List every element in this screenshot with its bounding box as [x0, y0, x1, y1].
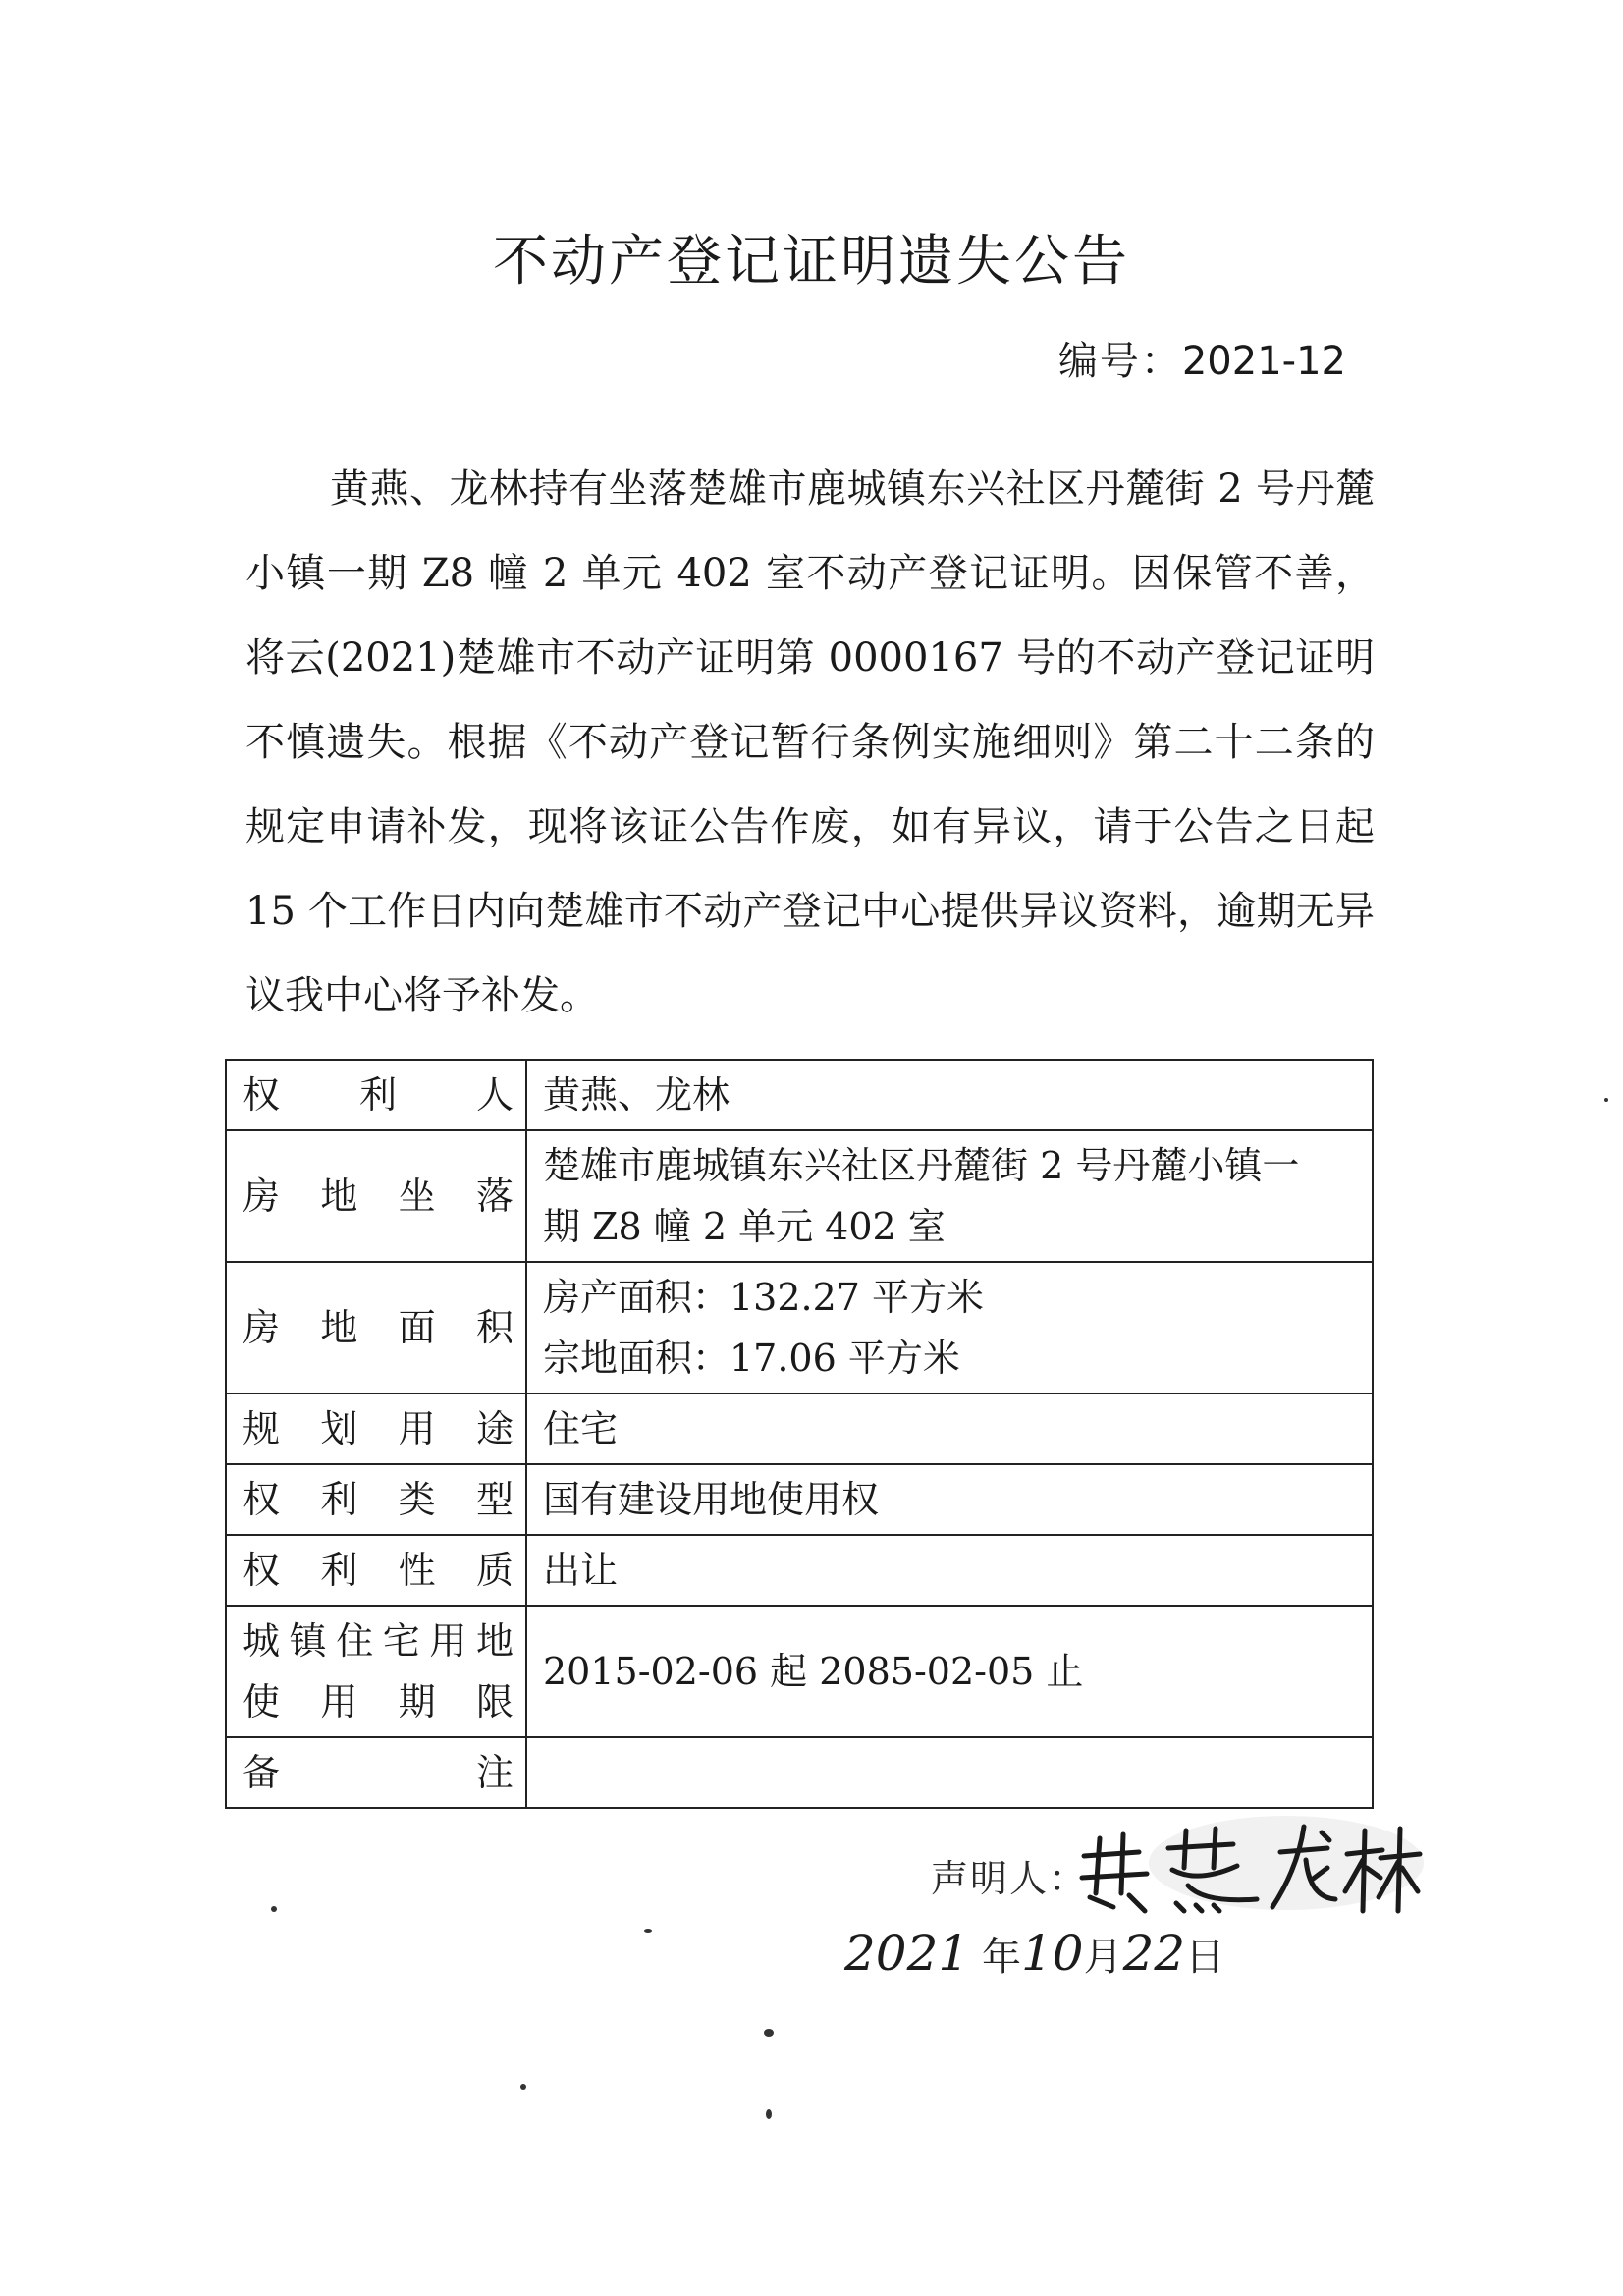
- label-char: 权: [243, 1073, 281, 1117]
- rights-holder-value: 黄燕、龙林: [526, 1060, 1373, 1130]
- table-row: [226, 1262, 1373, 1394]
- remarks-value: [526, 1737, 1373, 1808]
- label-char: 地: [320, 1306, 358, 1349]
- date-month-unit: 月: [1083, 1935, 1123, 1980]
- label-char: 人: [475, 1073, 514, 1117]
- label-char: 限: [475, 1680, 514, 1723]
- date-day: 22: [1122, 1925, 1186, 1982]
- signing-date: [844, 1925, 1224, 1982]
- scan-speck: [1604, 1098, 1608, 1102]
- label-char: 房: [243, 1175, 281, 1218]
- planned-use-label: [226, 1394, 526, 1464]
- scan-speck: [644, 1929, 652, 1933]
- label-char: 质: [475, 1549, 514, 1592]
- label-char: 住: [336, 1619, 374, 1663]
- scan-speck: [520, 2084, 526, 2090]
- label-char: 积: [475, 1306, 514, 1349]
- label-char: 宅: [382, 1619, 420, 1663]
- table-row: [226, 1464, 1373, 1535]
- label-char: 使: [243, 1680, 281, 1723]
- table-row: [226, 1535, 1373, 1606]
- rights-holder-label: [226, 1060, 526, 1130]
- location-line-1: 楚雄市鹿城镇东兴社区丹麓街 2 号丹麓小镇一: [543, 1144, 1300, 1187]
- label-char: 性: [398, 1549, 436, 1592]
- label-char: 用: [398, 1407, 436, 1450]
- property-record-table: [225, 1059, 1374, 1809]
- date-month: 10: [1020, 1925, 1084, 1982]
- label-char: 型: [475, 1478, 514, 1521]
- declarant-label: 声明人：: [931, 1857, 1089, 1900]
- label-char: 权: [243, 1478, 281, 1521]
- table-row: [226, 1737, 1373, 1808]
- remarks-label: [226, 1737, 526, 1808]
- table-row: [226, 1394, 1373, 1464]
- land-area: 宗地面积：17.06 平方米: [543, 1337, 960, 1380]
- document-number-label: 编号：: [1057, 339, 1182, 384]
- label-char: 类: [398, 1478, 436, 1521]
- area-value: [526, 1262, 1373, 1394]
- label-char: 面: [398, 1306, 436, 1349]
- right-type-label: [226, 1464, 526, 1535]
- label-char: 房: [243, 1306, 281, 1349]
- term-label: [226, 1606, 526, 1737]
- date-day-unit: 日: [1185, 1935, 1225, 1980]
- label-char: 落: [475, 1175, 514, 1218]
- label-char: 注: [475, 1751, 514, 1794]
- scan-speck: [766, 2109, 772, 2119]
- handwritten-signature: [1070, 1809, 1424, 1927]
- label-char: 用: [429, 1619, 467, 1663]
- label-char: 镇: [289, 1619, 327, 1663]
- planned-use-value: 住宅: [526, 1394, 1373, 1464]
- document-number: [1058, 330, 1346, 386]
- table-row: [226, 1606, 1373, 1737]
- label-char: 划: [320, 1407, 358, 1450]
- table-row: [226, 1060, 1373, 1130]
- location-line-2: 期 Z8 幢 2 单元 402 室: [543, 1205, 946, 1248]
- label-char: 权: [243, 1549, 281, 1592]
- label-char: 利: [320, 1478, 358, 1521]
- label-char: 规: [243, 1407, 281, 1450]
- notice-body: 黄燕、龙林持有坐落楚雄市鹿城镇东兴社区丹麓街 2 号丹麓小镇一期 Z8 幢 2 单元 402 室不动产登记证明。因保管不善，将云(2021)楚雄市不动产证明第 0000167 号的不动产登记证明不慎遗失。根据《不动产登记暂行条例实施细则》第二十二条的规定申请补发，现将该证公告作废，如有异议，请于公告之日起 15 个工作日内向楚雄市不动产登记中心提供异议资料，逾期无异议我中心将予补发。: [245, 466, 1375, 1018]
- right-type-value: 国有建设用地使用权: [526, 1464, 1373, 1535]
- document-number-value: 2021-12: [1181, 339, 1346, 384]
- label-char: 途: [475, 1407, 514, 1450]
- date-year-unit: 年: [981, 1935, 1021, 1980]
- label-char: 利: [358, 1073, 397, 1117]
- area-label: [226, 1262, 526, 1394]
- term-value: 2015-02-06 起 2085-02-05 止: [526, 1606, 1373, 1737]
- location-label: [226, 1130, 526, 1262]
- label-char: 利: [320, 1549, 358, 1592]
- right-nature-value: 出让: [526, 1535, 1373, 1606]
- label-char: 地: [320, 1175, 358, 1218]
- document-title: 不动产登记证明遗失公告: [493, 230, 1130, 294]
- right-nature-label: [226, 1535, 526, 1606]
- label-char: 坐: [398, 1175, 436, 1218]
- label-char: 城: [243, 1619, 281, 1663]
- scan-speck: [764, 2029, 774, 2037]
- label-char: 地: [475, 1619, 514, 1663]
- scan-speck: [271, 1906, 277, 1912]
- label-char: 用: [320, 1680, 358, 1723]
- house-area: 房产面积：132.27 平方米: [543, 1276, 985, 1319]
- label-char: 期: [398, 1680, 436, 1723]
- location-value: [526, 1130, 1373, 1262]
- label-char: 备: [243, 1751, 281, 1794]
- table-row: [226, 1130, 1373, 1262]
- date-year: 2021: [844, 1925, 970, 1982]
